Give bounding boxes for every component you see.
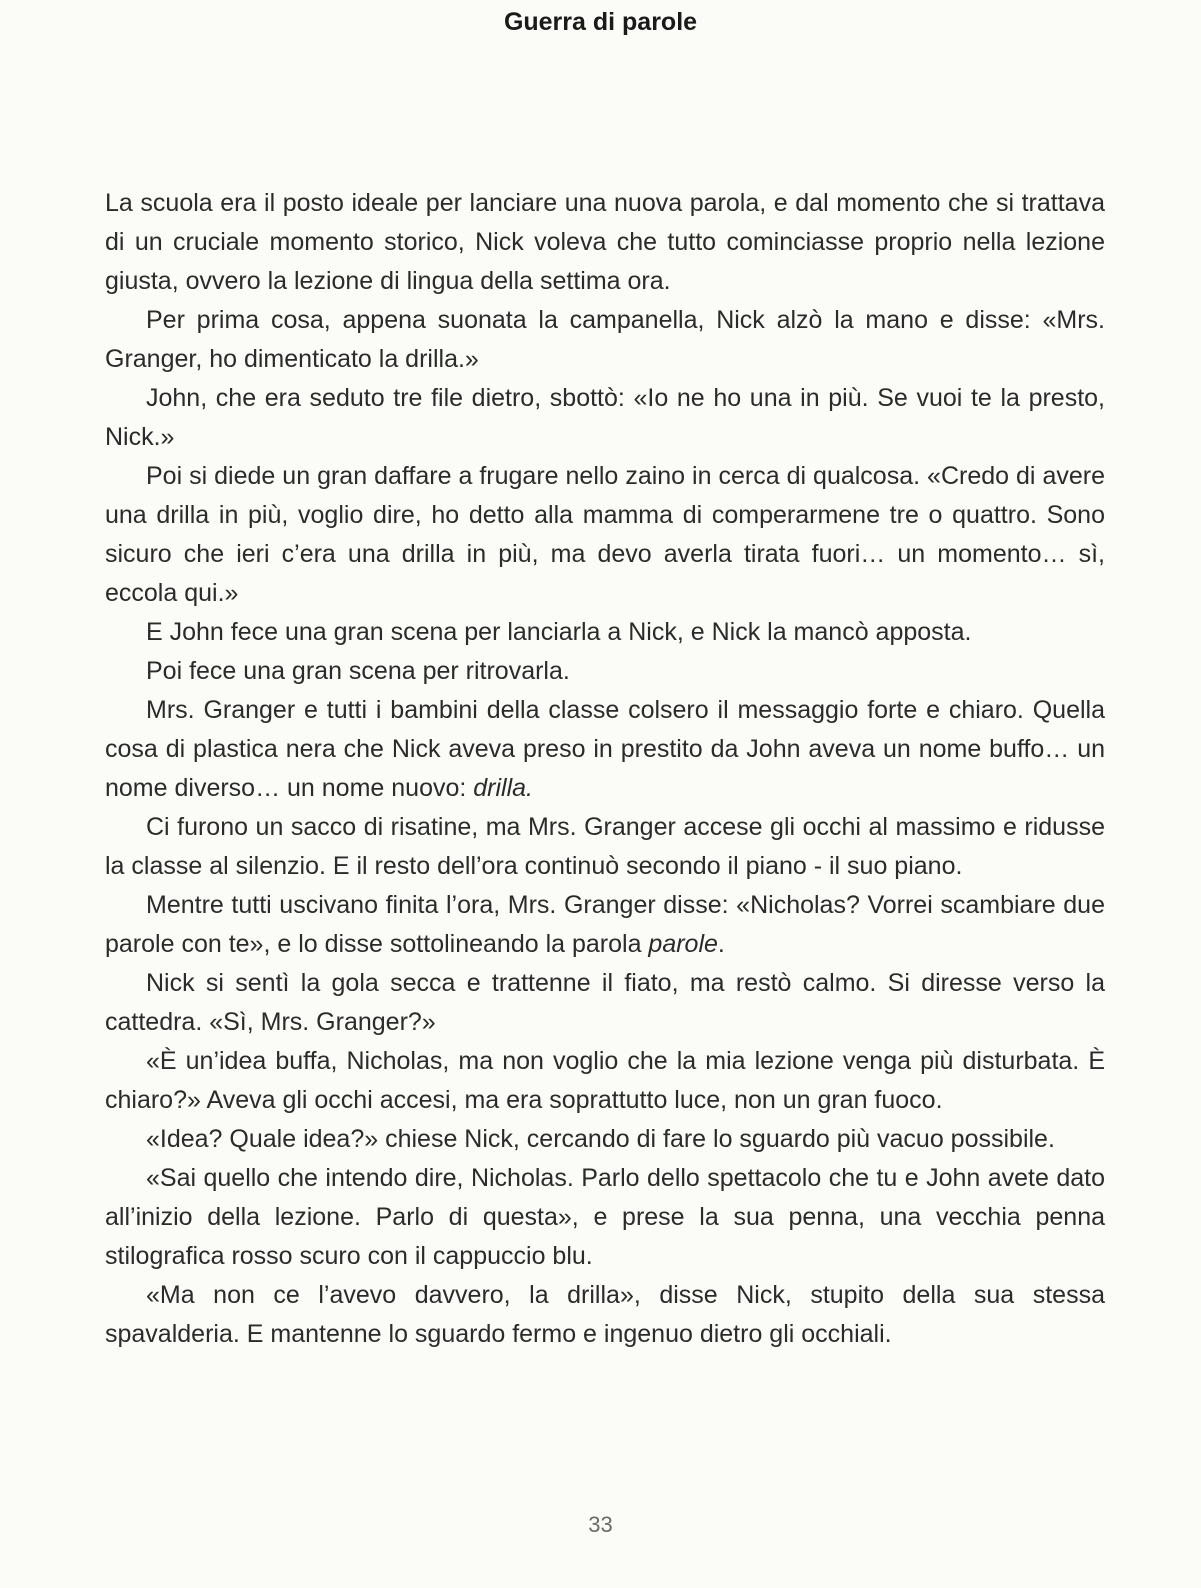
paragraph: John, che era seduto tre file dietro, sbottò: «Io ne ho una in più. Se vuoi te la presto, Nick.» <box>105 384 1105 451</box>
paragraph: Mentre tutti uscivano finita l’ora, Mrs. Granger disse: «Nicholas? Vorrei scambiare due parole con te», e lo disse sottolineando la parola parole. <box>105 891 1105 958</box>
paragraph: E John fece una gran scena per lanciarla a Nick, e Nick la mancò apposta. <box>146 618 972 646</box>
paragraph: «Sai quello che intendo dire, Nicholas. Parlo dello spettacolo che tu e John avete dato all’inizio della lezione. Parlo di questa», e prese la sua penna, una vecchia penna stilografica rosso scuro con il cappuccio blu. <box>105 1164 1105 1270</box>
paragraph: «Idea? Quale idea?» chiese Nick, cercando di fare lo sguardo più vacuo possibile. <box>146 1125 1055 1153</box>
paragraph: Ci furono un sacco di risatine, ma Mrs. Granger accese gli occhi al massimo e ridusse la classe al silenzio. E il resto dell’ora continuò secondo il piano - il suo piano. <box>105 813 1105 880</box>
emphasized-word: drilla. <box>473 774 534 802</box>
paragraph: «Ma non ce l’avevo davvero, la drilla», disse Nick, stupito della sua stessa spavalderia. E mantenne lo sguardo fermo e ingenuo dietro gli occhiali. <box>105 1281 1105 1348</box>
paragraph: Per prima cosa, appena suonata la campanella, Nick alzò la mano e disse: «Mrs. Granger, ho dimenticato la drilla.» <box>105 306 1105 373</box>
paragraph: Mrs. Granger e tutti i bambini della classe colsero il messaggio forte e chiaro. Quella cosa di plastica nera che Nick aveva preso in prestito da John aveva un nome buffo… un nome diverso… un nome nuovo: drilla. <box>105 696 1105 802</box>
paragraph: La scuola era il posto ideale per lanciare una nuova parola, e dal momento che si trattava di un cruciale momento storico, Nick voleva che tutto cominciasse proprio nella lezione giusta, ovvero la lezione di lingua della settima ora. <box>105 189 1105 295</box>
page-number: 33 <box>588 1512 613 1537</box>
paragraph: Nick si sentì la gola secca e trattenne il fiato, ma restò calmo. Si diresse verso la cattedra. «Sì, Mrs. Granger?» <box>105 969 1105 1036</box>
body-text <box>105 184 1105 1354</box>
emphasized-word: parole <box>648 930 718 958</box>
paragraph: Poi fece una gran scena per ritrovarla. <box>146 657 570 685</box>
running-head-title: Guerra di parole <box>503 8 698 36</box>
paragraph: «È un’idea buffa, Nicholas, ma non voglio che la mia lezione venga più disturbata. È chiaro?» Aveva gli occhi accesi, ma era soprattutto luce, non un gran fuoco. <box>105 1047 1105 1114</box>
paragraph: Poi si diede un gran daffare a frugare nello zaino in cerca di qualcosa. «Credo di avere una drilla in più, voglio dire, ho detto alla mamma di comperarmene tre o quattro. Sono sicuro che ieri c’era una drilla in più, ma devo averla tirata fuori… un momento… sì, eccola qui.» <box>105 462 1105 607</box>
